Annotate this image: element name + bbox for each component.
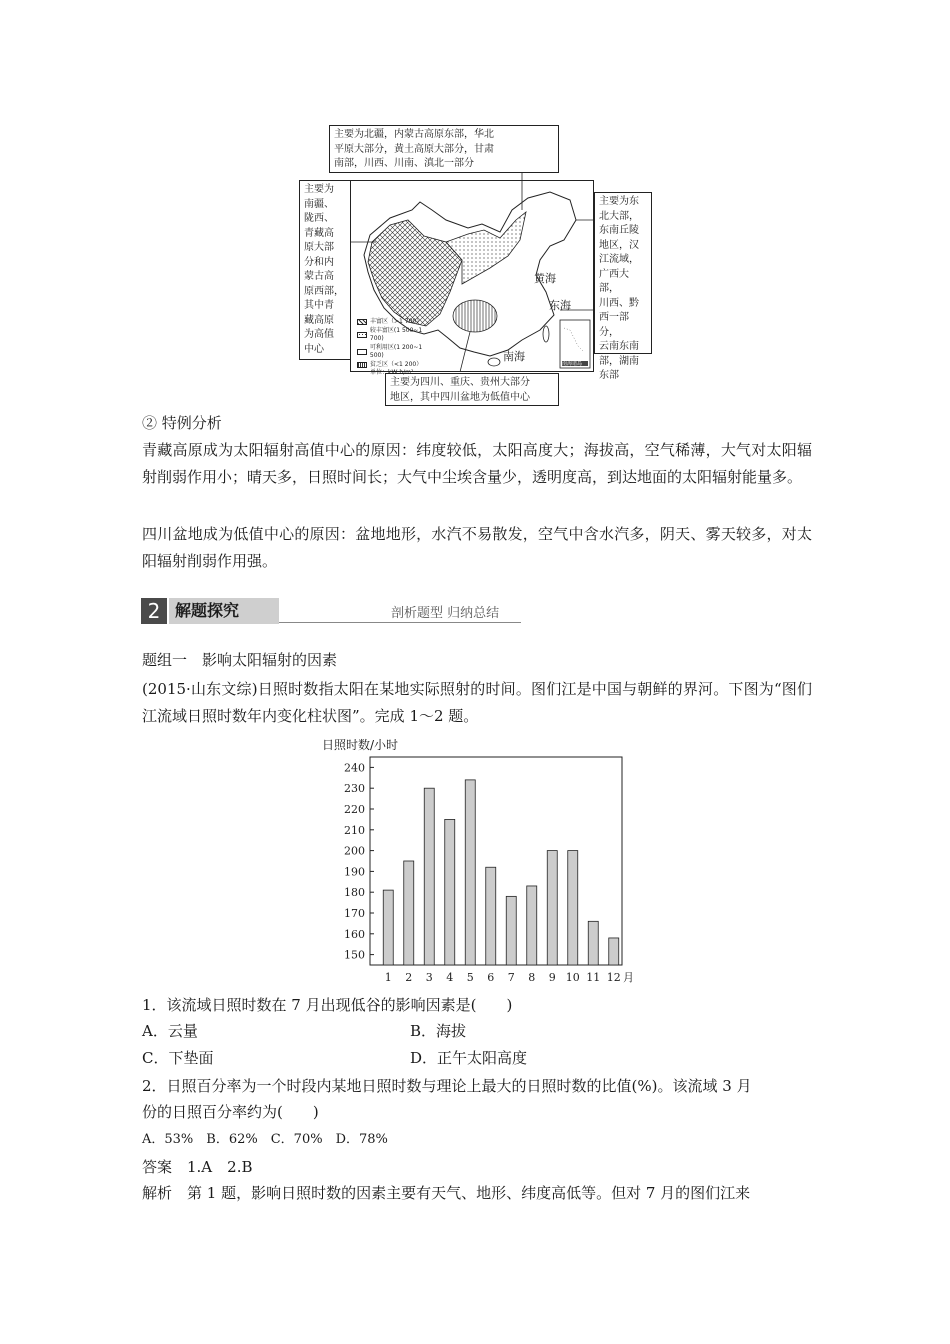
x-tick-label: 11 (586, 971, 601, 984)
bar (404, 861, 414, 965)
y-tick-label: 180 (344, 886, 365, 900)
x-tick-label: 1 (384, 971, 392, 984)
map-left-note-line: 原西部， (304, 285, 344, 297)
y-tick-label: 200 (344, 844, 365, 858)
map-right-note-line: 云南东南 (599, 341, 639, 352)
map-top-note-line: 南部，川西、川南、滇北一部分 (334, 158, 474, 169)
answer: 答案 1.A 2.B (142, 1158, 253, 1176)
map-left-note-line: 南疆、 (304, 198, 334, 210)
map-right-note-line: 西一部分， (599, 312, 629, 338)
bar (424, 788, 434, 965)
map-left-note-line: 藏高原 (304, 314, 334, 326)
map-legend (357, 318, 437, 378)
bar (609, 938, 619, 965)
sea-label-huanghai: 黄海 (534, 272, 556, 285)
map-top-note-line: 平原大部分，黄土高原大部分，甘肃 (334, 143, 494, 155)
map-right-note-line: 江流域， (599, 254, 639, 265)
section-number: 2 (141, 598, 167, 624)
question-2-line-2: 份的日照百分率约为( ) (142, 1103, 319, 1121)
x-tick-label: 8 (528, 971, 536, 984)
map-bottom-note (385, 373, 559, 406)
section-divider (279, 622, 521, 623)
x-tick-label: 6 (487, 971, 495, 984)
y-tick-label: 170 (344, 907, 365, 920)
question-1-option-a: A．云量 (142, 1022, 198, 1040)
map-right-note-line: 川西、黔 (599, 297, 639, 309)
map-right-note (594, 192, 652, 381)
map-left-note-line: 青藏高 (304, 227, 334, 239)
map-top-note (329, 125, 559, 173)
y-tick-label: 220 (344, 803, 365, 816)
bar (383, 890, 393, 965)
section-title: 解题探究 (169, 598, 279, 624)
x-tick-label: 7 (507, 971, 515, 984)
bar (486, 867, 496, 965)
map-left-note-line: 陇西、 (304, 213, 334, 224)
bar (527, 886, 537, 965)
legend-label: 贫乏区（<1 200） (370, 360, 423, 368)
legend-unit (357, 369, 437, 378)
map-bottom-note-line: 主要为四川、重庆、贵州大部分 (390, 377, 530, 388)
map-left-note-line: 为高值 (304, 329, 334, 340)
section-heading (141, 598, 521, 624)
y-tick-label: 190 (344, 865, 365, 879)
legend-item (357, 361, 437, 370)
question-1: 1．该流域日照时数在 7 月出现低谷的影响因素是( ) (142, 996, 513, 1014)
x-tick-label: 4 (446, 971, 454, 984)
x-tick-label: 10 (565, 971, 580, 984)
question-2-options: A．53% B．62% C．70% D．78% (142, 1132, 388, 1147)
map-left-note-line: 分和内 (304, 256, 334, 268)
map-right-note-line: 北大部， (599, 210, 639, 222)
legend-label: 丰富区（>1 700） (370, 318, 423, 325)
sea-label-donghai: 东海 (549, 299, 571, 312)
group-title: 题组一 影响太阳辐射的因素 (142, 651, 338, 669)
y-tick-label: 210 (344, 823, 365, 837)
y-tick-label: 240 (344, 761, 365, 775)
bar (445, 819, 455, 965)
map-right-note-line: 地区，汉 (599, 239, 639, 251)
sea-label-nanhai: 南海 (503, 350, 525, 363)
x-axis-label: 月 (623, 971, 634, 984)
map-right-note-line: 东部 (599, 370, 619, 381)
legend-unit-label: 单位：kW·h/m² (370, 369, 414, 376)
map-left-note-line: 中心 (304, 343, 324, 355)
x-tick-label: 2 (405, 971, 413, 984)
x-tick-label: 9 (548, 971, 556, 984)
map-right-note-line: 部，湖南 (599, 355, 639, 367)
question-1-option-c: C．下垫面 (142, 1049, 214, 1067)
legend-item (357, 344, 437, 361)
question-2-line-1: 2．日照百分率为一个时段内某地日照时数与理论上最大的日照时数的比值(%)。该流域 3 月 (142, 1077, 752, 1095)
section-subtitle: 剖析题型 归纳总结 (391, 606, 500, 621)
group-intro: (2015·山东文综)日照时数指太阳在某地实际照射的时间。图们江是中国与朝鲜的界河。下图为“图们江流域日照时数年内变化柱状图”。完成 1～2 题。 (142, 680, 812, 725)
map-left-note-line: 蒙古高 (304, 271, 334, 282)
map-bottom-note-line: 地区，其中四川盆地为低值中心 (390, 391, 530, 403)
y-tick-label: 160 (344, 927, 365, 941)
y-tick-label: 150 (344, 948, 365, 962)
map-right-note-line: 广西大部， (599, 268, 629, 294)
x-tick-label: 5 (466, 971, 474, 984)
map-left-note-line: 原大部 (304, 242, 334, 253)
sunshine-bar-chart (330, 752, 634, 987)
map-right-note-line: 主要为东 (599, 196, 639, 207)
x-tick-label: 3 (425, 971, 433, 984)
map-top-note-line: 主要为北疆，内蒙古高原东部，华北 (334, 129, 494, 140)
bar (547, 851, 557, 965)
question-1-option-b: B．海拔 (410, 1022, 467, 1040)
bar (465, 780, 475, 965)
special-paragraph-plateau: 青藏高原成为太阳辐射高值中心的原因：纬度较低，太阳高度大；海拔高，空气稀薄，大气对太阳辐射削弱作用小；晴天多，日照时间长；大气中尘埃含量少，透明度高，到达地面的太阳辐射能量多。 (142, 441, 812, 486)
chart-ylabel: 日照时数/小时 (322, 738, 399, 752)
map-right-note-line: 东南丘陵 (599, 225, 639, 236)
inset-label: 南海诸岛 (562, 361, 583, 367)
analysis: 解析 第 1 题，影响日照时数的因素主要有天气、地形、纬度高低等。但对 7 月的图们江来 (142, 1184, 751, 1202)
x-tick-label: 12 (606, 971, 621, 984)
bar (506, 896, 516, 965)
special-paragraph-basin: 四川盆地成为低值中心的原因：盆地地形，水汽不易散发，空气中含水汽多，阴天、雾天较多，对太阳辐射削弱作用强。 (142, 525, 812, 570)
question-1-option-d: D．正午太阳高度 (410, 1049, 528, 1067)
y-tick-label: 230 (344, 782, 365, 796)
bar (588, 921, 598, 965)
special-title: ② 特例分析 (142, 414, 222, 432)
legend-label: 较丰富区(1 500~1 700) (369, 326, 423, 342)
map-left-note-line: 其中青 (304, 300, 334, 311)
legend-item (357, 318, 437, 327)
map-left-note-line: 主要为 (304, 184, 334, 195)
map-left-note (299, 180, 351, 360)
legend-item (357, 327, 437, 344)
legend-label: 可利用区(1 200~1 500) (369, 343, 423, 359)
bar (568, 851, 578, 965)
